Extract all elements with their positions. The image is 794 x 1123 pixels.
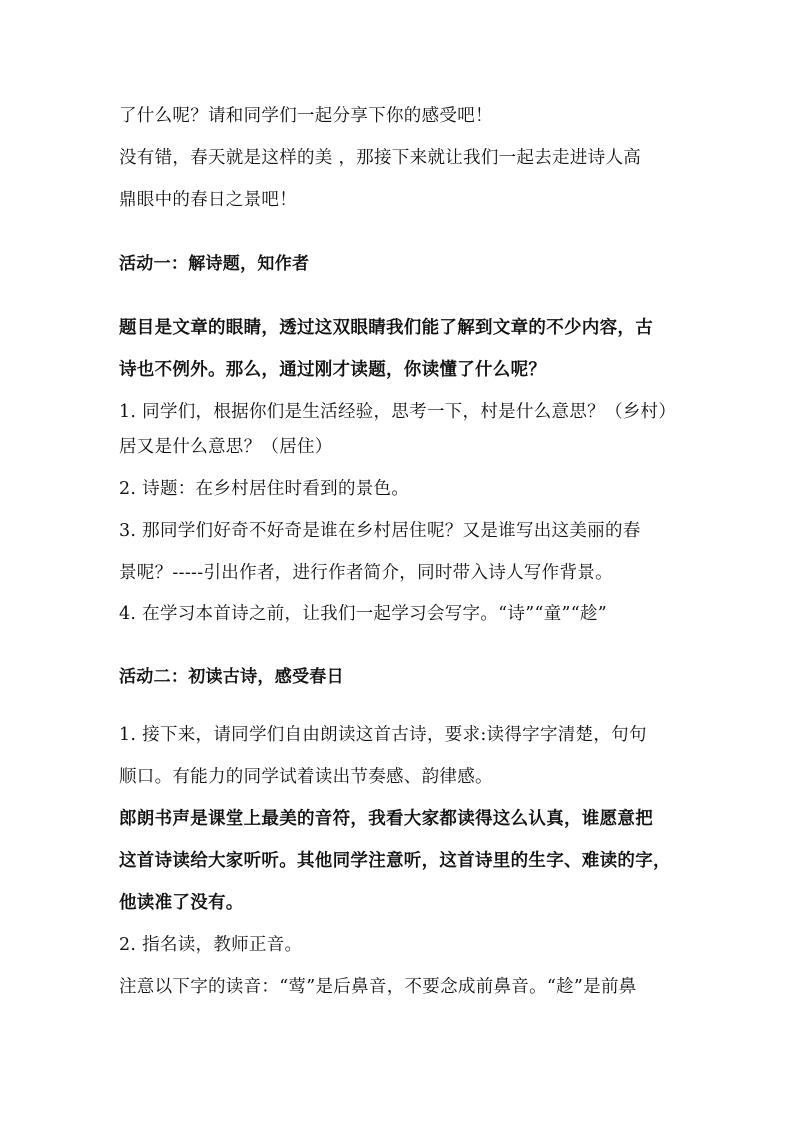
bold-paragraph-line: 诗也不例外。那么，通过刚才读题，你读懂了什么呢？ (119, 360, 547, 380)
list-item-line: 居又是什么意思？（居住） (119, 437, 333, 457)
list-item-line: 顺口。有能力的同学试着读出节奏感、韵律感。 (119, 767, 493, 787)
paragraph-line: 没有错，春天就是这样的美 ，那接下来就让我们一起去走进诗人高 (119, 148, 642, 168)
list-item-line: 景呢？-----引出作者，进行作者简介，同时带入诗人写作背景。 (119, 563, 613, 583)
paragraph-line: 了什么呢？请和同学们一起分享下你的感受吧！ (119, 106, 493, 126)
paragraph-line: 注意以下字的读音：“莺”是后鼻音，不要念成前鼻音。“趁”是前鼻 (119, 977, 637, 997)
paragraph-line: 鼎眼中的春日之景吧！ (119, 190, 297, 210)
list-item-line: 3. 那同学们好奇不好奇是谁在乡村居住呢？又是谁写出这美丽的春 (119, 521, 641, 541)
bold-paragraph-line: 这首诗读给大家听听。其他同学注意听，这首诗里的生字、难读的字， (119, 851, 671, 871)
bold-paragraph-line: 题目是文章的眼睛，透过这双眼睛我们能了解到文章的不少内容，古 (119, 318, 653, 338)
bold-paragraph-line: 他读准了没有。 (119, 893, 244, 913)
list-item-line: 1. 同学们，根据你们是生活经验，思考一下，村是什么意思？（乡村） (119, 402, 677, 422)
list-item-line: 2. 指名读，教师正音。 (119, 935, 303, 955)
list-item-line: 1. 接下来，请同学们自由朗读这首古诗，要求:读得字字清楚，句句 (119, 725, 647, 745)
list-item-line: 4. 在学习本首诗之前，让我们一起学习会写字。“诗”“童”“趁” (119, 604, 608, 624)
section-heading-activity-1: 活动一：解诗题，知作者 (119, 254, 310, 274)
bold-paragraph-line: 郎朗书声是课堂上最美的音符，我看大家都读得这么认真，谁愿意把 (119, 809, 653, 829)
list-item-line: 2. 诗题：在乡村居住时看到的景色。 (119, 479, 410, 499)
section-heading-activity-2: 活动二：初读古诗，感受春日 (119, 667, 344, 687)
